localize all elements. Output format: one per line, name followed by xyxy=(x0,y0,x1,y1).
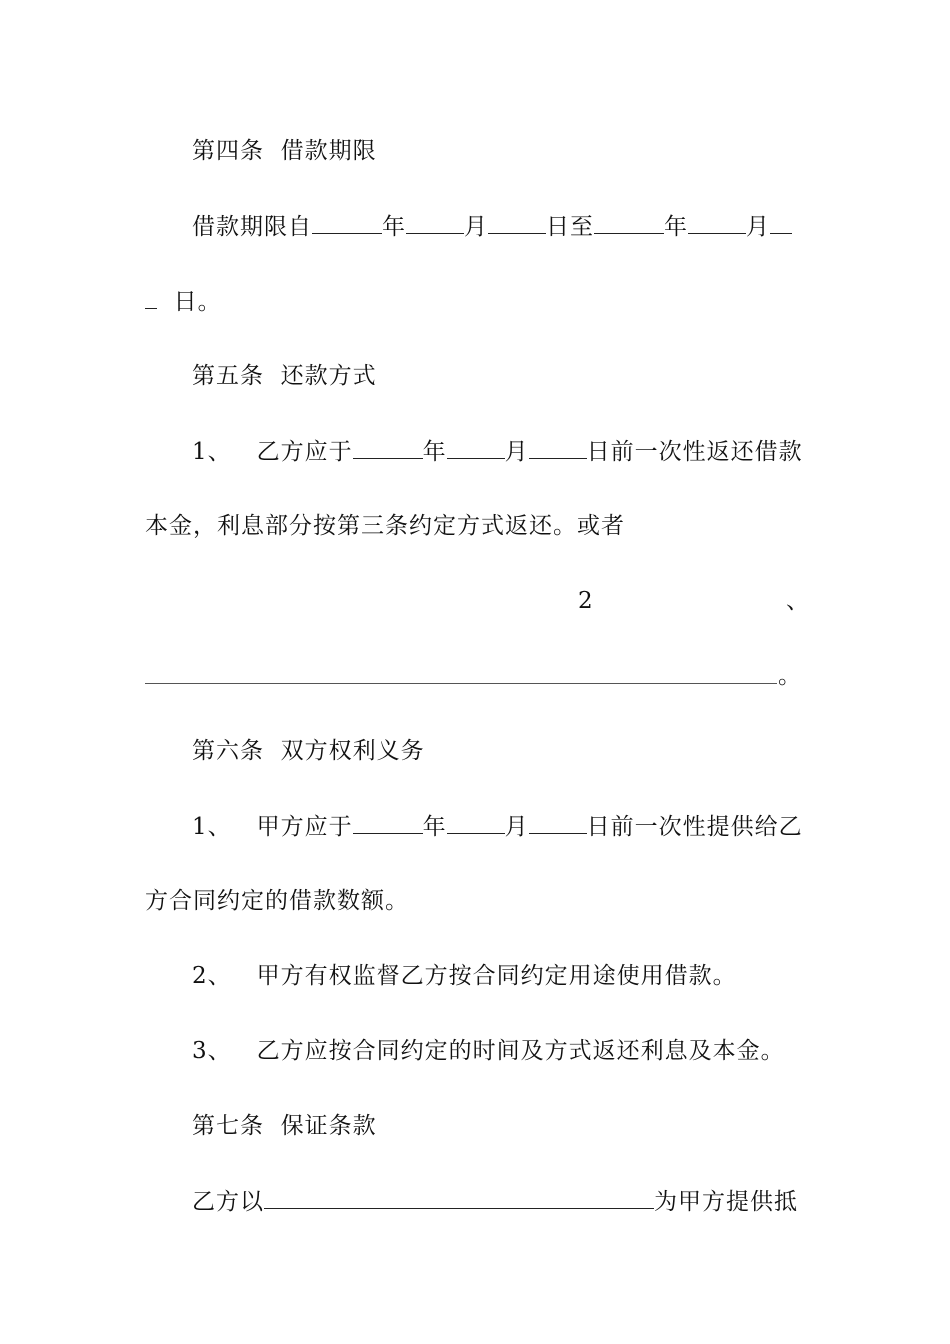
blank-year xyxy=(353,811,423,834)
blank-month xyxy=(447,811,505,834)
blank-month xyxy=(688,211,746,234)
article-5-item-2-blank xyxy=(145,683,777,684)
text: 月 xyxy=(464,214,488,240)
text: 日前一次性返还借款 xyxy=(586,439,803,465)
article-6-item-3: 3、 乙方应按合同约定的时间及方式返还利息及本金。 xyxy=(192,1038,785,1064)
text: 月 xyxy=(504,439,529,465)
item-number: 1、 xyxy=(192,814,232,840)
text: 为甲方提供抵 xyxy=(654,1189,798,1215)
text: 日前一次性提供给乙 xyxy=(586,814,803,840)
text: 乙方以 xyxy=(192,1189,264,1215)
text: 年 xyxy=(422,814,447,840)
item-number: 1、 xyxy=(192,439,232,465)
article-4-heading: 第四条 借款期限 xyxy=(192,138,377,164)
article-5-item-2-end: 。 xyxy=(778,663,802,689)
text: 年 xyxy=(382,214,406,240)
blank-year xyxy=(594,211,664,234)
article-5-heading: 第五条 还款方式 xyxy=(192,363,377,389)
blank-day xyxy=(529,811,587,834)
text: 年 xyxy=(422,439,447,465)
blank-month xyxy=(406,211,464,234)
text: 借款期限自 xyxy=(192,214,312,240)
blank-collateral xyxy=(264,1186,654,1209)
article-6-item-1-continued: 方合同约定的借款数额。 xyxy=(145,888,409,914)
text: 年 xyxy=(664,214,688,240)
article-4-line-2 xyxy=(145,286,222,317)
article-5-item-1-continued: 本金，利息部分按第三条约定方式返还。或者 xyxy=(145,513,625,539)
blank-month xyxy=(447,436,505,459)
article-6-item-1 xyxy=(192,811,803,842)
text: 月 xyxy=(746,214,770,240)
article-6-item-2: 2、 甲方有权监督乙方按合同约定用途使用借款。 xyxy=(192,963,737,989)
article-6-heading: 第六条 双方权利义务 xyxy=(192,738,425,764)
blank-day-part xyxy=(770,211,792,234)
text: 日至 xyxy=(546,214,594,240)
article-7-heading: 第七条 保证条款 xyxy=(192,1113,377,1139)
text: 甲方应于 xyxy=(256,814,353,840)
blank-year xyxy=(312,211,382,234)
text: 乙方应于 xyxy=(256,439,353,465)
blank-day-part xyxy=(145,286,157,309)
article-5-item-2-separator: 、 xyxy=(786,588,810,614)
blank-day xyxy=(488,211,546,234)
blank-day xyxy=(529,436,587,459)
article-5-item-1 xyxy=(192,436,803,467)
blank-year xyxy=(353,436,423,459)
text: 月 xyxy=(504,814,529,840)
text: 日。 xyxy=(173,289,222,315)
article-5-item-2-number: 2 xyxy=(578,588,594,614)
article-4-line-1 xyxy=(192,211,792,242)
article-7-line-1 xyxy=(192,1186,798,1217)
